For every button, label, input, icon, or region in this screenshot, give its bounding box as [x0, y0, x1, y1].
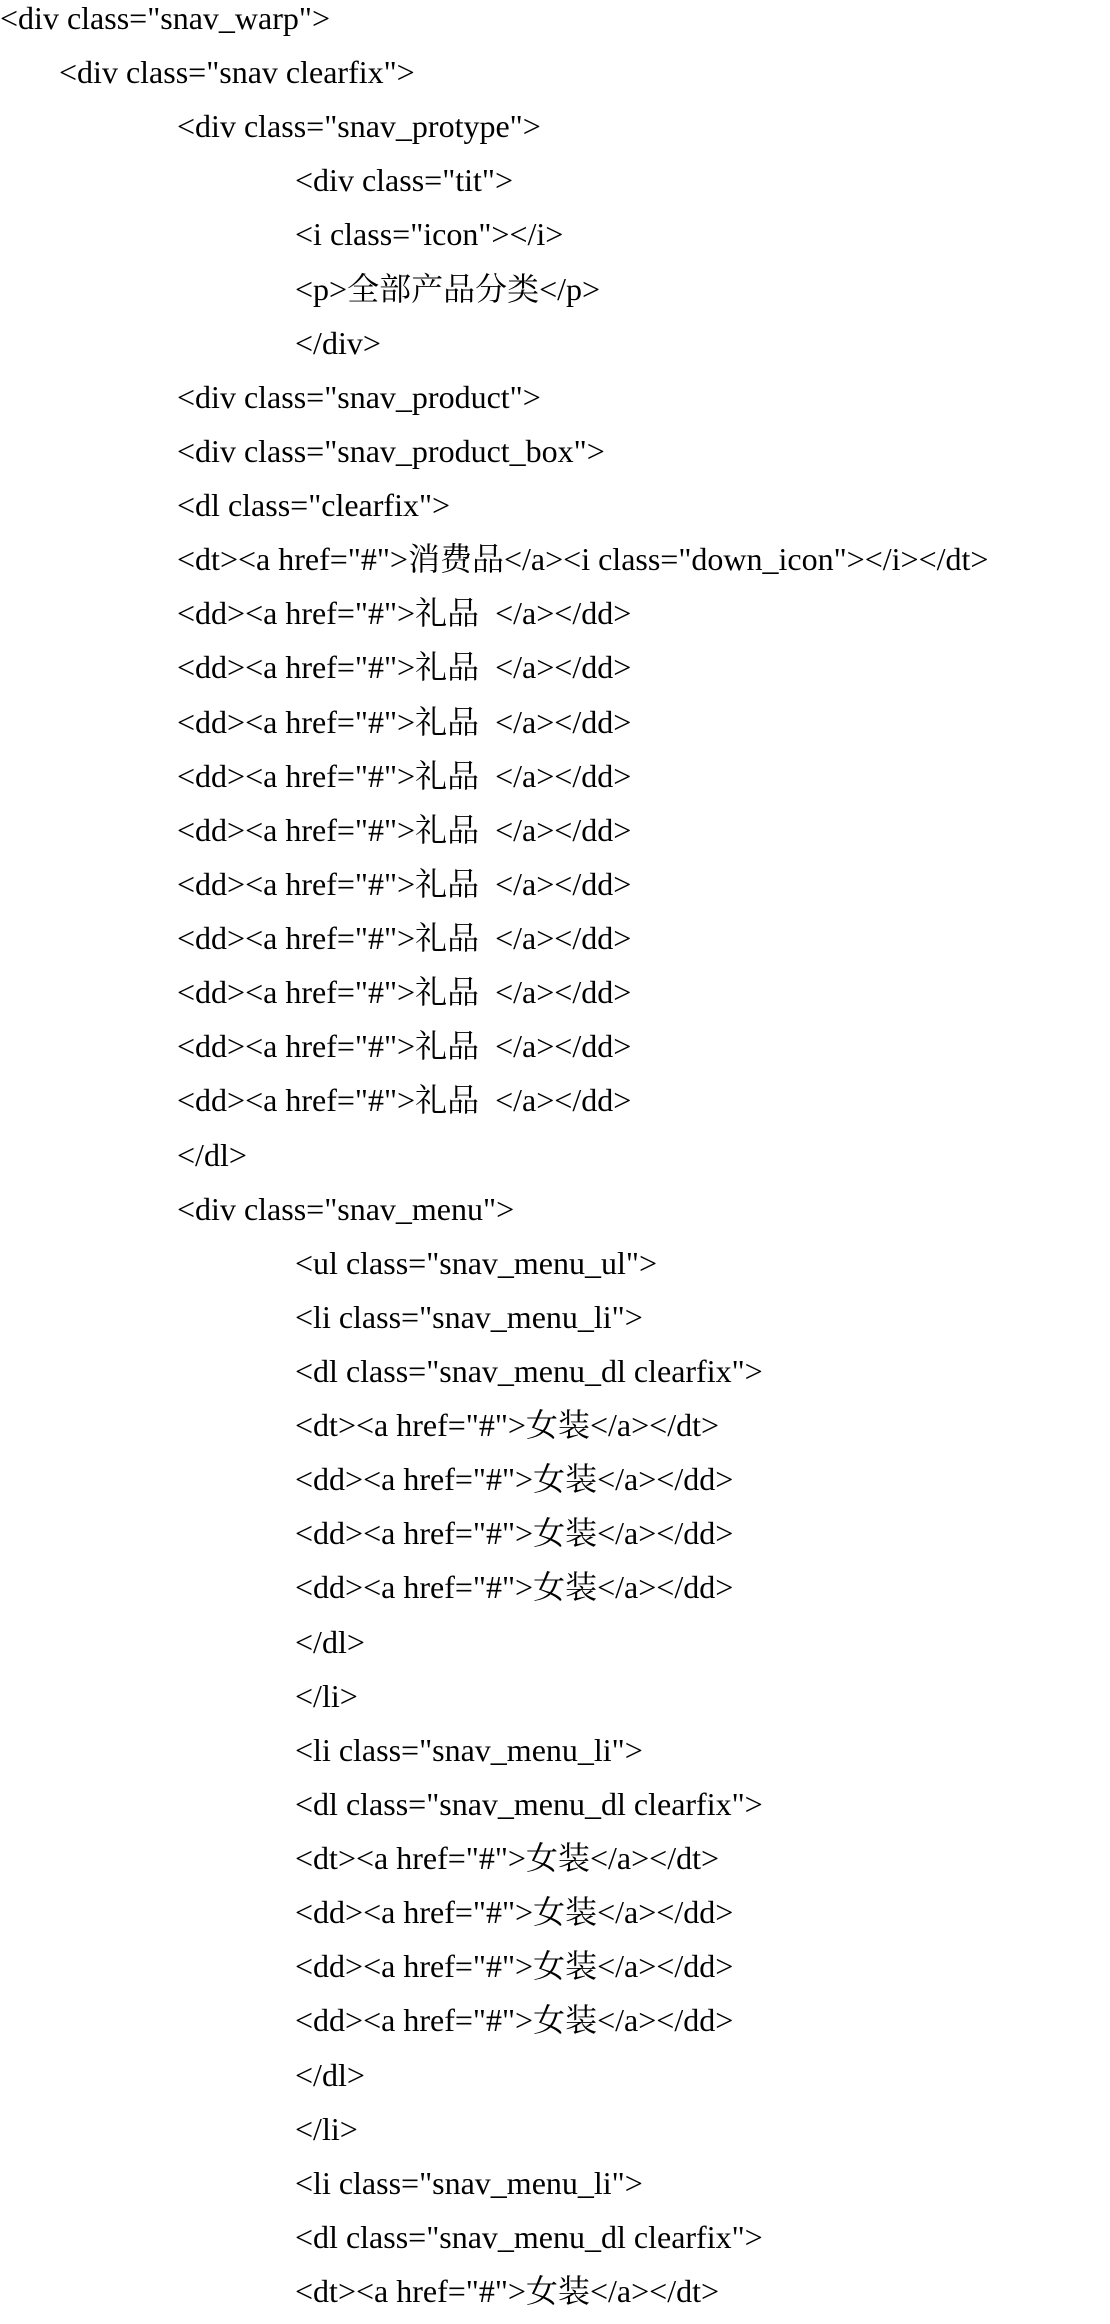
code-line: <p>全部产品分类</p>	[295, 270, 601, 307]
code-line: <dt><a href="#">消费品</a><i class="down_icon"></i></dt>	[177, 541, 989, 578]
code-line: <div class="snav_warp">	[0, 0, 330, 36]
code-line: <dl class="clearfix">	[177, 487, 451, 524]
code-line: <dl class="snav_menu_dl clearfix">	[295, 1353, 763, 1389]
code-line: <dl class="snav_menu_dl clearfix">	[295, 1785, 763, 1822]
code-line: <dd><a href="#">礼品 </a></dd>	[177, 649, 632, 686]
code-line: <dt><a href="#">女装</a></dt>	[295, 1840, 720, 1877]
code-line: <ul class="snav_menu_ul">	[295, 1244, 657, 1281]
code-line: <div class="snav_protype">	[177, 108, 541, 145]
code-line: <li class="snav_menu_li">	[295, 1731, 643, 1768]
code-line: <dt><a href="#">女装</a></dt>	[295, 1407, 720, 1444]
code-line: <li class="snav_menu_li">	[295, 1298, 643, 1335]
code-line: </dl>	[295, 1623, 365, 1660]
code-line: <dd><a href="#">女装</a></dd>	[295, 2002, 734, 2039]
code-line: <li class="snav_menu_li">	[295, 2164, 643, 2201]
code-line: <div class="snav_product_box">	[177, 432, 605, 469]
code-line: <div class="snav_menu">	[177, 1190, 515, 1227]
code-line: <div class="snav_product">	[177, 378, 541, 415]
code-line: </li>	[295, 2110, 358, 2147]
code-line: <dd><a href="#">女装</a></dd>	[295, 1515, 734, 1552]
code-line: <dd><a href="#">礼品 </a></dd>	[177, 811, 632, 848]
code-line: <dd><a href="#">礼品 </a></dd>	[177, 703, 632, 740]
code-line: <i class="icon"></i>	[295, 216, 564, 253]
code-line: </dl>	[295, 2056, 365, 2093]
code-line: <dd><a href="#">礼品 </a></dd>	[177, 920, 632, 957]
code-line: <dd><a href="#">女装</a></dd>	[295, 1461, 734, 1498]
code-line: <dd><a href="#">女装</a></dd>	[295, 1569, 734, 1606]
code-line: <dd><a href="#">礼品 </a></dd>	[177, 1028, 632, 1065]
code-line: <dd><a href="#">礼品 </a></dd>	[177, 1082, 632, 1119]
code-line: </li>	[295, 1677, 358, 1714]
code-line: <dd><a href="#">女装</a></dd>	[295, 1948, 734, 1985]
code-line: <dd><a href="#">礼品 </a></dd>	[177, 974, 632, 1011]
code-line: <dd><a href="#">礼品 </a></dd>	[177, 865, 632, 902]
code-line: <dd><a href="#">礼品 </a></dd>	[177, 757, 632, 794]
code-line: <div class="tit">	[295, 162, 514, 199]
code-line: </dl>	[177, 1136, 247, 1173]
code-line: <dd><a href="#">女装</a></dd>	[295, 1894, 734, 1931]
code-line: </div>	[295, 324, 381, 361]
code-line: <dd><a href="#">礼品 </a></dd>	[177, 595, 632, 632]
code-line: <dt><a href="#">女装</a></dt>	[295, 2273, 720, 2310]
code-line: <dl class="snav_menu_dl clearfix">	[295, 2218, 763, 2255]
code-line: <div class="snav clearfix">	[59, 54, 415, 91]
